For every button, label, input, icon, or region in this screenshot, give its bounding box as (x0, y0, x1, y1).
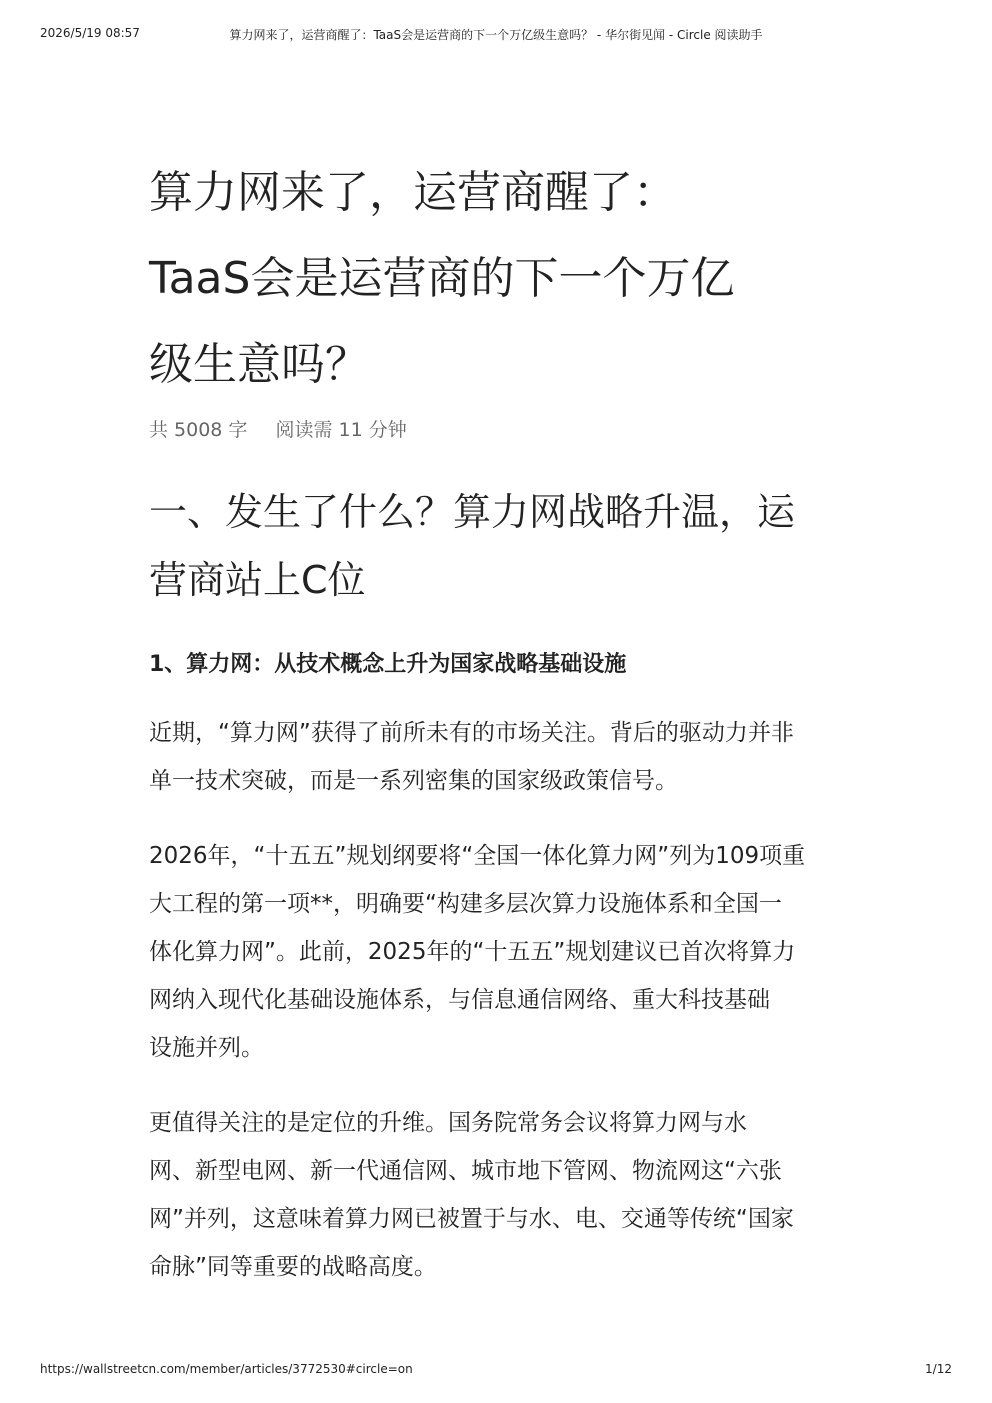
page-number: 1/12 (925, 1362, 952, 1376)
article-meta (149, 416, 849, 444)
paragraph-line: 命脉”同等重要的战略高度。 (149, 1254, 437, 1280)
paragraph-line: 网”并列，这意味着算力网已被置于与水、电、交通等传统“国家 (149, 1206, 794, 1232)
section-heading-line: 一、发生了什么？算力网战略升温，运 (149, 490, 796, 534)
section-heading-line: 营商站上C位 (149, 558, 366, 602)
print-header (40, 26, 952, 44)
read-time: 阅读需 11 分钟 (275, 419, 407, 441)
print-page-title: 算力网来了，运营商醒了：TaaS会是运营商的下一个万亿级生意吗？ - 华尔街见闻 - Circle 阅读助手 (229, 28, 763, 42)
paragraph-line: 体化算力网”。此前，2025年的“十五五”规划建议已首次将算力 (149, 939, 796, 965)
paragraph-line: 近期，“算力网”获得了前所未有的市场关注。背后的驱动力并非 (149, 720, 794, 746)
paragraph-line: 网、新型电网、新一代通信网、城市地下管网、物流网这“六张 (149, 1158, 782, 1184)
article (149, 150, 849, 1291)
subheading: 1、算力网：从技术概念上升为国家战略基础设施 (149, 652, 627, 677)
article-title (149, 150, 849, 408)
paragraph-line: 设施并列。 (149, 1035, 264, 1061)
article-title-line: 级生意吗？ (149, 339, 369, 390)
paragraph-line: 更值得关注的是定位的升维。国务院常务会议将算力网与水 (149, 1110, 747, 1136)
print-datetime: 2026/5/19 08:57 (40, 26, 140, 40)
paragraph-line: 网纳入现代化基础设施体系，与信息通信网络、重大科技基础 (149, 987, 770, 1013)
paragraph-line: 大工程的第一项**，明确要“构建多层次算力设施体系和全国一 (149, 891, 782, 917)
article-title-line: TaaS会是运营商的下一个万亿 (149, 253, 735, 304)
article-title-line: 算力网来了，运营商醒了： (149, 167, 677, 218)
section-heading (149, 478, 849, 614)
paragraph (149, 1099, 849, 1291)
paragraph (149, 709, 849, 805)
paragraph-line: 单一技术突破，而是一系列密集的国家级政策信号。 (149, 768, 678, 794)
paragraph (149, 832, 849, 1072)
word-count: 共 5008 字 (149, 419, 248, 441)
print-footer (40, 1362, 952, 1380)
paragraph-line: 2026年，“十五五”规划纲要将“全国一体化算力网”列为109项重 (149, 843, 806, 869)
print-url: https://wallstreetcn.com/member/articles/3772530#circle=on (40, 1362, 413, 1376)
